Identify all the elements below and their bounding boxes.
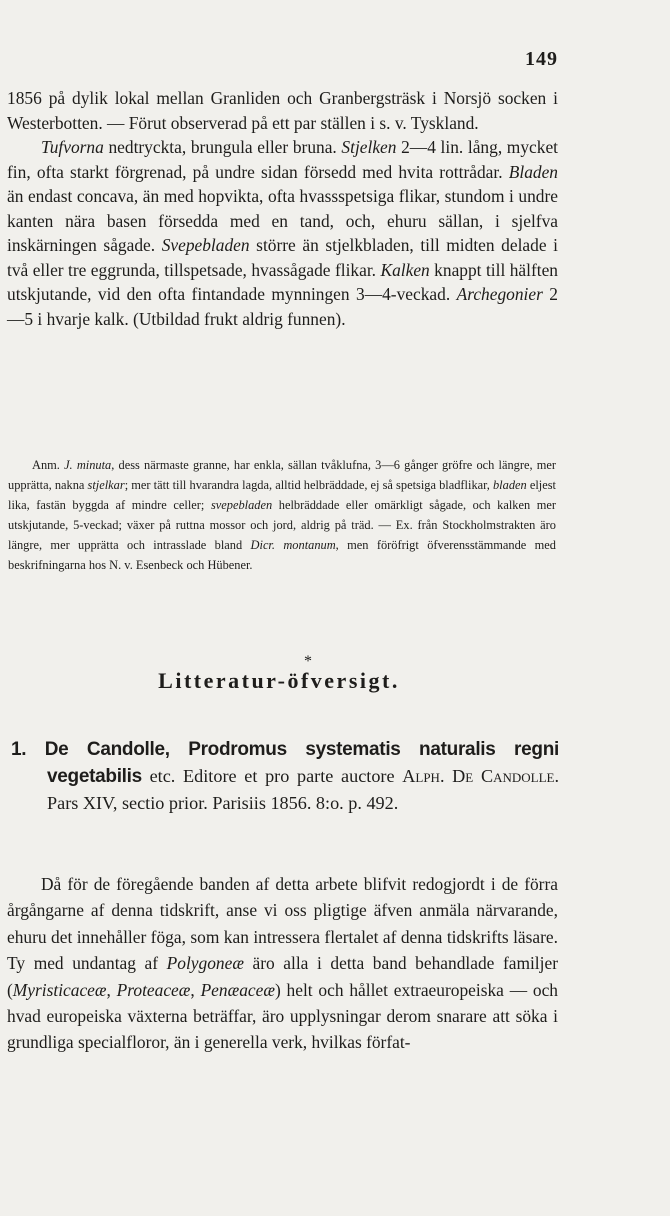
reference-editor: Alph. De Candolle [402,766,555,786]
species-description [7,86,558,331]
review-paragraph: Då för de föregående banden af detta arbete blifvit redogjordt i de förra årgångarne af denna tidskrift, anse vi oss pligtige äfven anmäla närvarande, ehuru det innehåller föga, som kan intressera flertalet af denna tidskrifts läsare. Ty med undantag af Polygoneæ äro alla i detta band behandlade familjer (Myristicaceæ, Proteaceæ, Penæaceæ) helt och hållet extraeuropeiska — och hvad europeiska växterna beträffar, äro upplysningar derom snarare att söka i grundliga specialfloror, än i generella verk, hvilkas förfat- [7,874,559,1053]
locality-paragraph: 1856 på dylik lokal mellan Granliden och Granbergsträsk i Norsjö socken i Westerbotten. — Förut observerad på ett par ställen i s. v. Tyskland. [7,88,558,133]
term-stjelken: Stjelken [341,137,397,157]
section-asterisk: * [304,653,312,670]
page-number: 149 [525,48,558,70]
term-archegonier: Archegonier [456,284,543,304]
section-heading: Litteratur-öfversigt. [158,668,400,693]
reference-entry: 1. De Candolle, Prodromus systematis naturalis regni vegetabilis etc. Editore et pro parte auctore Alph. De Candolle. Pars XIV, sectio prior. Parisiis 1856. 8:o. p. 492. [11,739,559,813]
morphology-paragraph: Tufvorna nedtryckta, brungula eller bruna. Stjelken 2—4 lin. lång, mycket fin, ofta starkt förgrenad, på undre sidan försedd med hvita rottrådar. Bladen än endast concava, än med hopvikta, ofta hvassspetsiga flikar, stundom i undre kanten nära basen försedda med en tand, och, ehuru sällan, i sjelfva inskärningen sågade. Svepebladen större än stjelkbladen, till midten delade i två eller tre eggrunda, tillspetsade, hvassågade flikar. Kalken knappt till hälften utskjutande, vid den ofta fintandade mynningen 3—4-veckad. Archegonier 2—5 i hvarje kalk. (Utbildad frukt aldrig funnen). [7,137,559,329]
term-bladen: Bladen [508,161,558,182]
reference-title: De Candolle, Prodromus systematis naturalis regni vegetabilis [44,739,559,787]
term-kalken: Kalken [380,259,430,280]
term-tufvorna: Tufvorna [41,137,104,157]
term-svepebladen: Svepebladen [161,235,250,255]
reference-number: 1. [11,739,45,760]
footnote-anm: Anm. J. minuta, dess närmaste granne, har enkla, sällan tvåklufna, 3—6 gånger gröfre och längre, mer upprätta, nakna stjelkar; mer tätt till hvarandra lagda, alltid helbräddade, ej så spetsiga bladflikar, bladen eljest lika, fastän byggda af mindre celler; svepebladen helbräddade eller omärkligt sågade, och kalken mer utskjutande, 5-veckad; växer på ruttna mossor och jord, aldrig på träd. — Ex. från Stockholmstrakten äro längre, mer upprätta och intrasslade bland Dicr. montanum, men föröfrigt öfverensstämmande med beskrifningarna hos N. v. Esenbeck och Hübener. [8,458,557,573]
